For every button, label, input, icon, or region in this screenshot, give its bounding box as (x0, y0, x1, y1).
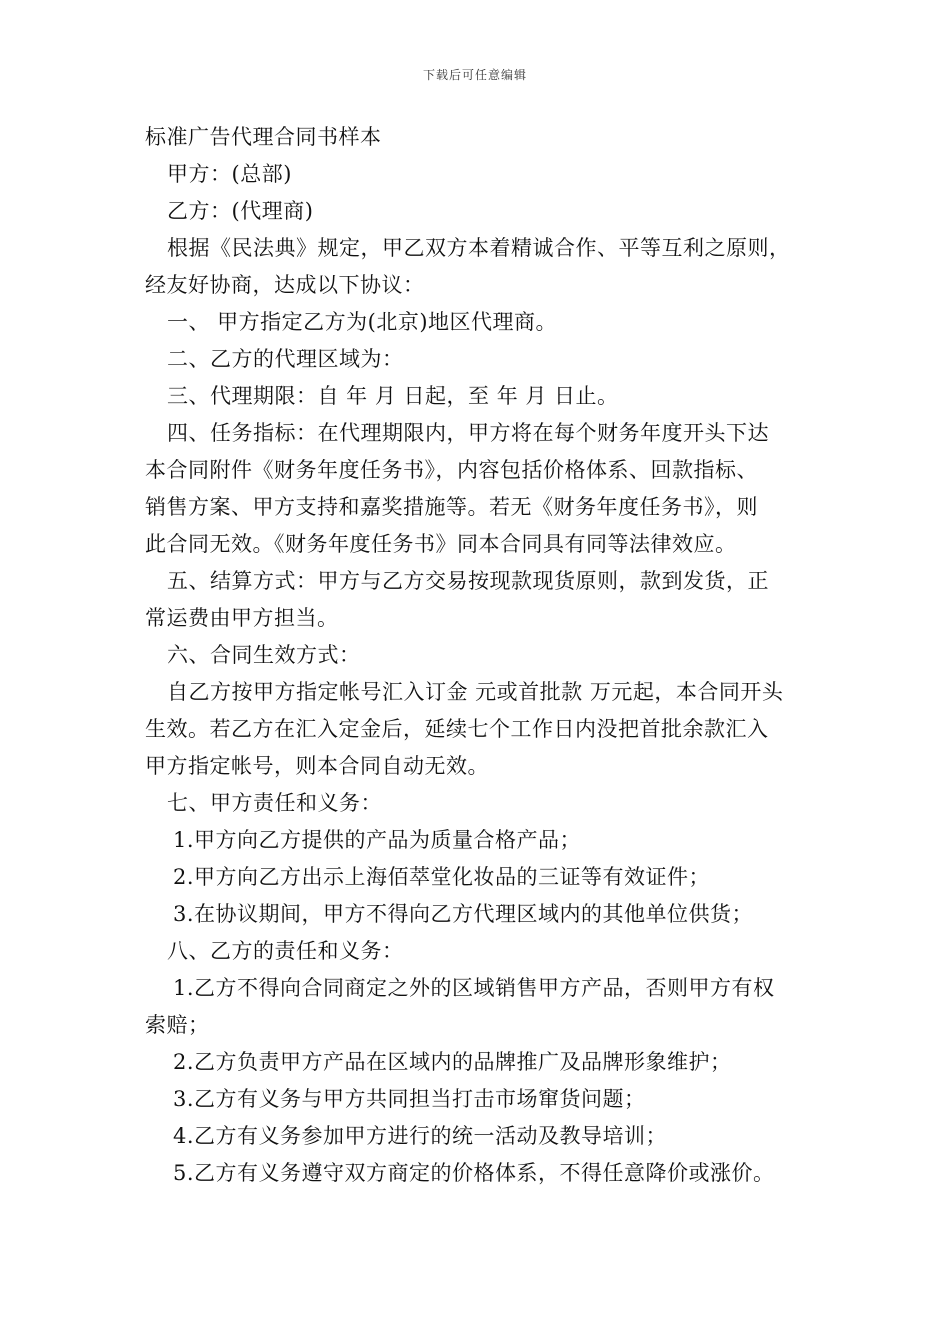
clause-8-item-4: 4.乙方有义务参加甲方进行的统一活动及教导培训； (173, 1124, 668, 1148)
clause-8-item-1-line-2: 索赔； (145, 1013, 210, 1037)
contract-document (145, 119, 810, 1192)
clause-6-line-3: 甲方指定帐号，则本合同自动无效。 (145, 754, 489, 778)
clause-8-item-3: 3.乙方有义务与甲方共同担当打击市场窜货问题； (173, 1087, 646, 1111)
clause-5-line-2: 常运费由甲方担当。 (145, 606, 339, 630)
intro-line-2: 经友好协商，达成以下协议： (145, 273, 425, 297)
clause-6-line-2: 生效。若乙方在汇入定金后，延续七个工作日内没把首批余款汇入 (145, 717, 769, 741)
intro-line-1: 根据《民法典》规定，甲乙双方本着精诚合作、平等互利之原则， (167, 236, 791, 260)
clause-1: 一、 甲方指定乙方为(北京)地区代理商。 (167, 310, 558, 334)
clause-8-item-2: 2.乙方负责甲方产品在区域内的品牌推广及品牌形象维护； (173, 1050, 732, 1074)
party-a-line: 甲方：(总部) (167, 162, 292, 186)
clause-4-line-3: 销售方案、甲方支持和嘉奖措施等。若无《财务年度任务书》，则 (145, 495, 758, 519)
clause-4-line-4: 此合同无效。《财务年度任务书》同本合同具有同等法律效应。 (145, 532, 737, 556)
party-b-line: 乙方：(代理商) (167, 199, 314, 223)
clause-4-line-1: 四、任务指标：在代理期限内，甲方将在每个财务年度开头下达 (167, 421, 769, 445)
clause-8-item-5: 5.乙方有义务遵守双方商定的价格体系，不得任意降价或涨价。 (173, 1161, 775, 1185)
clause-7-item-2: 2.甲方向乙方出示上海佰萃堂化妆品的三证等有效证件； (173, 865, 711, 889)
document-title: 标准广告代理合同书样本 (145, 125, 382, 149)
clause-4-line-2: 本合同附件《财务年度任务书》，内容包括价格体系、回款指标、 (145, 458, 758, 482)
clause-8-item-1-line-1: 1.乙方不得向合同商定之外的区域销售甲方产品，否则甲方有权 (173, 976, 775, 1000)
clause-5-line-1: 五、结算方式：甲方与乙方交易按现款现货原则，款到发货，正 (167, 569, 769, 593)
clause-2: 二、乙方的代理区域为： (167, 347, 404, 371)
clause-8-title: 八、乙方的责任和义务： (167, 939, 404, 963)
clause-3: 三、代理期限：自 年 月 日起，至 年 月 日止。 (167, 384, 619, 408)
clause-6-line-1: 自乙方按甲方指定帐号汇入订金 元或首批款 万元起，本合同开头 (167, 680, 784, 704)
clause-6-title: 六、合同生效方式： (167, 643, 361, 667)
clause-7-title: 七、甲方责任和义务： (167, 791, 382, 815)
page-header-note: 下载后可任意编辑 (422, 68, 527, 82)
clause-7-item-3: 3.在协议期间，甲方不得向乙方代理区域内的其他单位供货； (173, 902, 754, 926)
clause-7-item-1: 1.甲方向乙方提供的产品为质量合格产品； (173, 828, 582, 852)
